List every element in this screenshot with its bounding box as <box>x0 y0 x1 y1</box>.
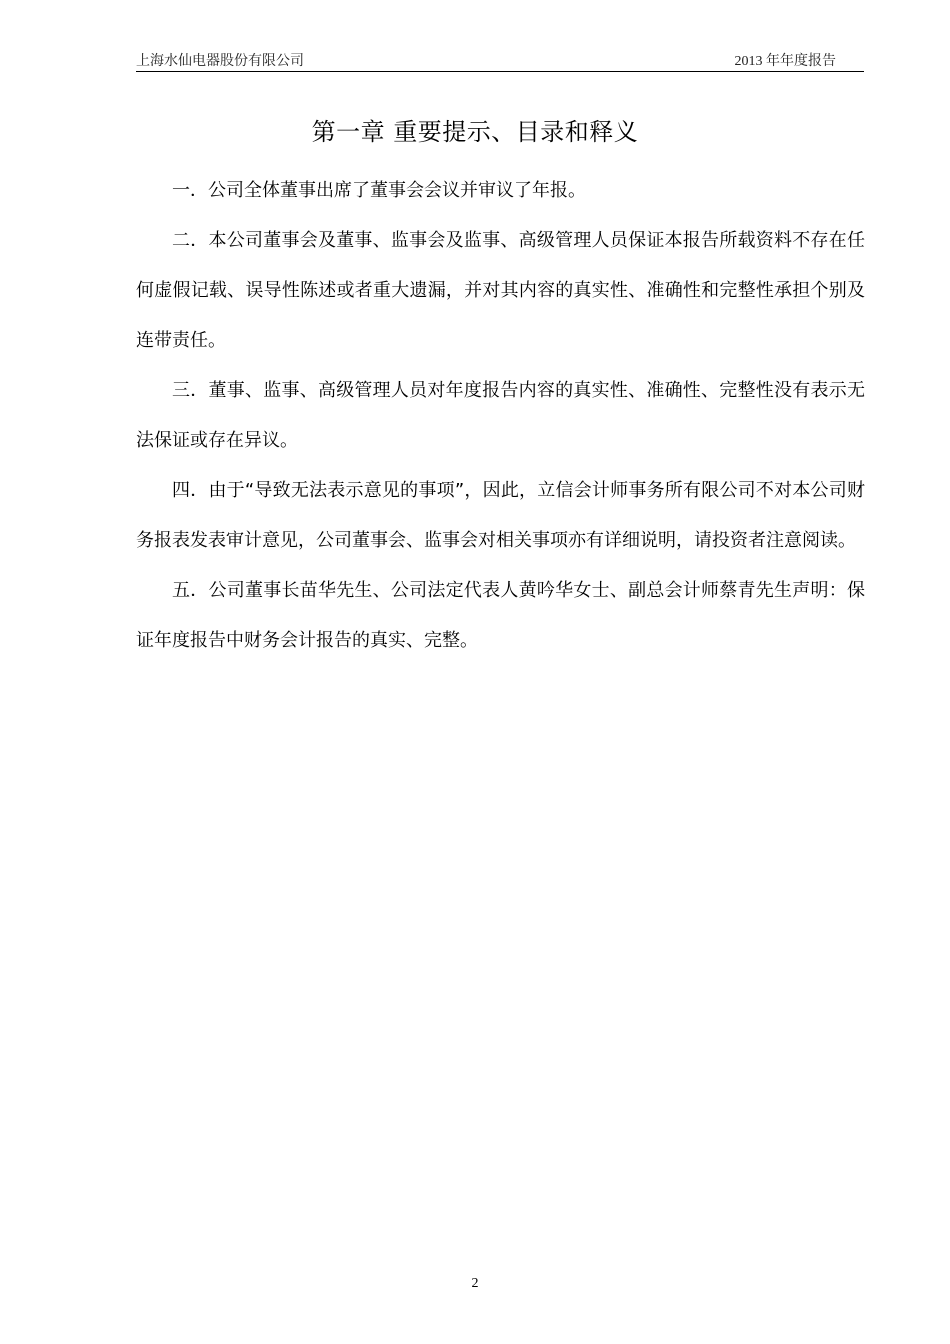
important-notice-body <box>136 166 865 666</box>
notice-paragraph-1: 一．公司全体董事出席了董事会会议并审议了年报。 <box>172 180 586 201</box>
notice-paragraph-3: 三．董事、监事、高级管理人员对年度报告内容的真实性、准确性、完整性没有表示无法保证或存在异议。 <box>136 380 865 451</box>
header-report-title: 2013 年年度报告 <box>734 54 836 69</box>
notice-paragraph-2: 二．本公司董事会及董事、监事会及监事、高级管理人员保证本报告所载资料不存在任何虚假记载、误导性陈述或者重大遗漏，并对其内容的真实性、准确性和完整性承担个别及连带责任。 <box>136 230 865 351</box>
notice-paragraph-5: 五．公司董事长苗华先生、公司法定代表人黄吟华女士、副总会计师蔡青先生声明：保证年度报告中财务会计报告的真实、完整。 <box>136 580 865 651</box>
header-company-name: 上海水仙电器股份有限公司 <box>136 54 304 69</box>
page-number: 2 <box>471 1276 479 1291</box>
chapter-title: 第一章 重要提示、目录和释义 <box>311 118 639 146</box>
notice-paragraph-4: 四．由于“导致无法表示意见的事项”，因此，立信会计师事务所有限公司不对本公司财务报表发表审计意见，公司董事会、监事会对相关事项亦有详细说明，请投资者注意阅读。 <box>136 480 865 551</box>
page-header <box>136 49 864 72</box>
